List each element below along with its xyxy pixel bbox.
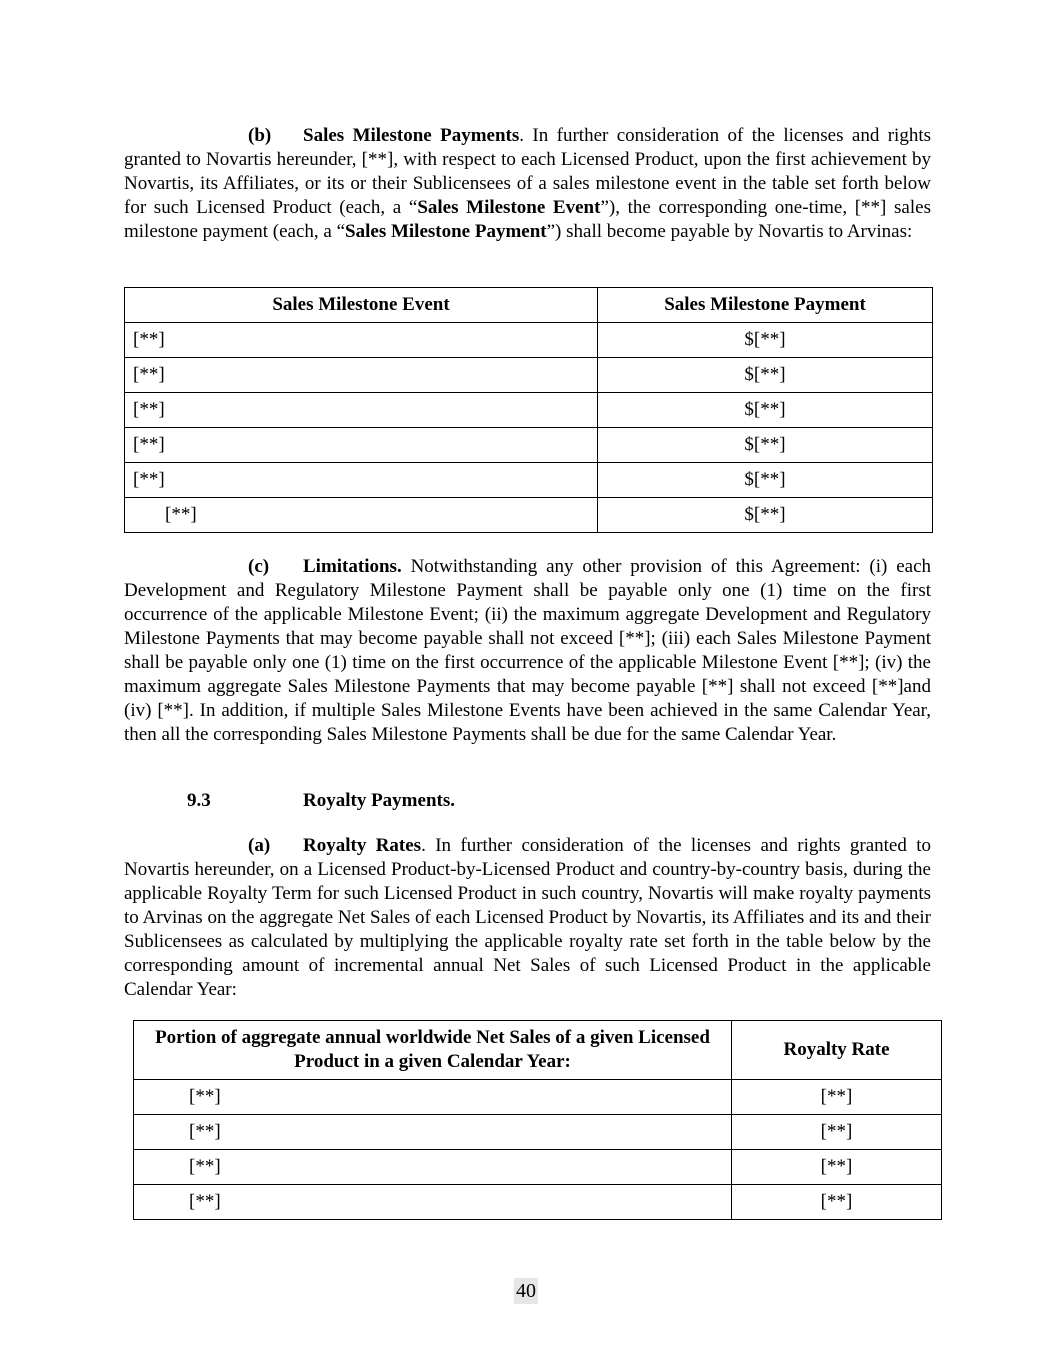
- table-cell: [**]: [125, 323, 598, 358]
- table-cell: $[**]: [598, 463, 933, 498]
- column-header: Portion of aggregate annual worldwide Net Sales of a given Licensed Product in a given Calendar Year:: [134, 1021, 732, 1080]
- table-cell: [**]: [732, 1150, 942, 1185]
- column-header: Sales Milestone Payment: [598, 288, 933, 323]
- royalty-rate-table: [133, 1020, 942, 1220]
- table-cell: [**]: [125, 393, 598, 428]
- table-row: [125, 358, 933, 393]
- table-cell: $[**]: [598, 323, 933, 358]
- table-row: [134, 1080, 942, 1115]
- table-header-row: [125, 288, 933, 323]
- table-cell: $[**]: [598, 498, 933, 533]
- section-a-heading: Royalty Rates: [303, 835, 422, 856]
- table-cell: [**]: [732, 1185, 942, 1220]
- sales-milestone-table: [124, 287, 933, 533]
- table-row: [125, 323, 933, 358]
- table-row: [134, 1115, 942, 1150]
- page-number: 40: [516, 1280, 536, 1302]
- table-row: [125, 393, 933, 428]
- column-header: Sales Milestone Event: [125, 288, 598, 323]
- table-cell: [**]: [134, 1080, 732, 1115]
- section-c-heading: Limitations.: [303, 556, 402, 577]
- table-cell: [**]: [125, 428, 598, 463]
- table-row: [134, 1185, 942, 1220]
- table-cell: [**]: [125, 358, 598, 393]
- table-cell: [**]: [134, 1185, 732, 1220]
- table-cell: [**]: [134, 1150, 732, 1185]
- table-cell: $[**]: [598, 428, 933, 463]
- table-header-row: [134, 1021, 942, 1080]
- section-number: 9.3: [187, 790, 211, 811]
- table-row: [125, 498, 933, 533]
- section-b-label: (b): [248, 125, 272, 146]
- table-cell: [**]: [134, 1115, 732, 1150]
- section-b-paragraph: (b) Sales Milestone Payments. In further consideration of the licenses and rights granted to Novartis hereunder, [**], with respect to each Licensed Product, upon the first achievement by Novartis, its Affiliates, or its or their Sublicensees of a sales milestone event in the table set forth below for such Licensed Product (each, a “Sales Milestone Event”), the corresponding one-time, [**] sales milestone payment (each, a “Sales Milestone Payment”) shall become payable by Novartis to Arvinas:: [124, 125, 931, 242]
- table-row: [125, 463, 933, 498]
- section-c-label: (c): [248, 556, 270, 577]
- table-row: [134, 1150, 942, 1185]
- section-b-heading: Sales Milestone Payments: [303, 125, 520, 146]
- section-a-label: (a): [248, 835, 271, 856]
- table-cell: [**]: [732, 1080, 942, 1115]
- section-9-3-heading: [187, 789, 455, 813]
- defined-term-sales-milestone-event: Sales Milestone Event: [417, 197, 601, 218]
- table-cell: [**]: [125, 498, 598, 533]
- table-cell: [**]: [732, 1115, 942, 1150]
- table-cell: $[**]: [598, 358, 933, 393]
- section-title: Royalty Payments.: [303, 790, 455, 811]
- table-cell: [**]: [125, 463, 598, 498]
- section-c-paragraph: (c) Limitations. Notwithstanding any other provision of this Agreement: (i) each Development and Regulatory Milestone Payment shall be payable only one (1) time on the first occurrence of the applicable Milestone Event; (ii) the maximum aggregate Development and Regulatory Milestone Payments that may become payable shall not exceed [**]; (iii) each Sales Milestone Payment shall be payable only one (1) time on the first occurrence of the applicable Milestone Event [**]; (iv) the maximum aggregate Sales Milestone Payments that may become payable [**] shall not exceed [**]and (iv) [**]. In addition, if multiple Sales Milestone Events have been achieved in the same Calendar Year, then all the corresponding Sales Milestone Payments shall be due for the same Calendar Year.: [124, 556, 931, 745]
- defined-term-sales-milestone-payment: Sales Milestone Payment: [345, 221, 547, 242]
- section-a-paragraph: (a) Royalty Rates. In further consideration of the licenses and rights granted to Novartis hereunder, on a Licensed Product-by-Licensed Product and country-by-country basis, during the applicable Royalty Term for such Licensed Product in such country, Novartis will make royalty payments to Arvinas on the aggregate Net Sales of each Licensed Product by Novartis, its Affiliates and its and their Sublicensees as calculated by multiplying the applicable royalty rate set forth in the table below by the corresponding amount of incremental annual Net Sales of such Licensed Product in the applicable Calendar Year:: [124, 835, 932, 1000]
- table-cell: $[**]: [598, 393, 933, 428]
- column-header: Royalty Rate: [732, 1021, 942, 1080]
- table-row: [125, 428, 933, 463]
